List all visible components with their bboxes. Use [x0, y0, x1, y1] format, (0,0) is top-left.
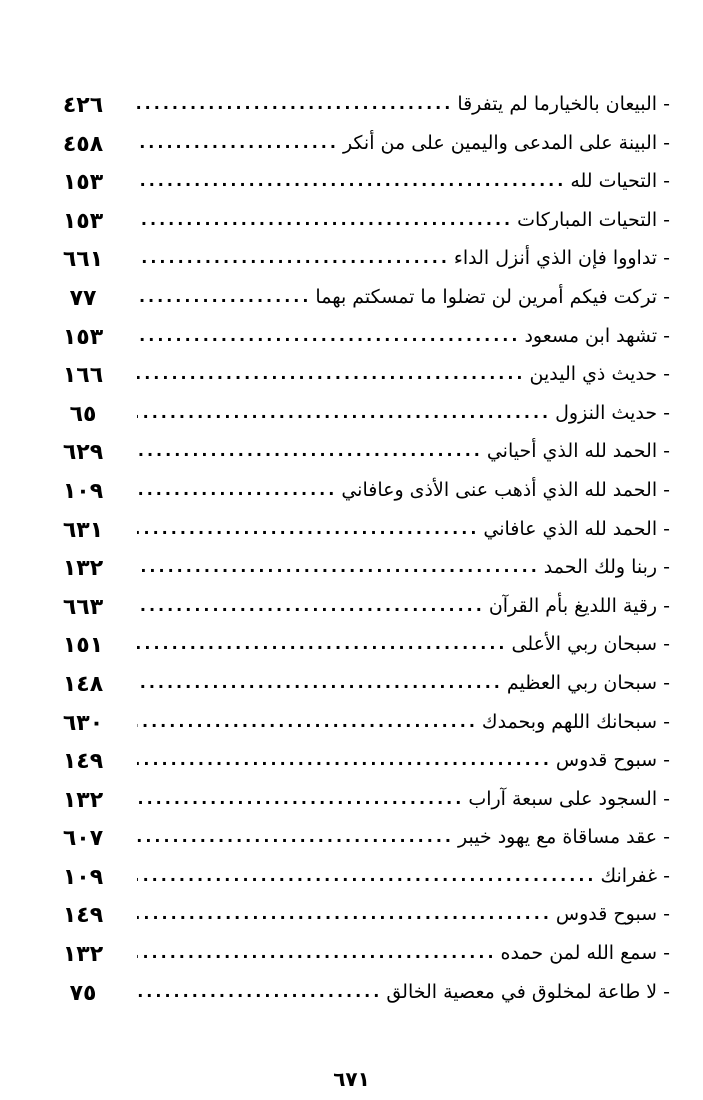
dot-leader	[137, 784, 468, 814]
dot-leader	[137, 707, 482, 737]
index-row	[0, 239, 703, 278]
index-entry	[137, 591, 670, 621]
index-entry	[137, 475, 670, 505]
index-entry	[137, 977, 670, 1007]
index-entry-text: - سبحان ربي العظيم	[506, 671, 670, 694]
dot-leader	[137, 321, 524, 351]
index-entry	[137, 128, 670, 158]
index-entry-text: - السجود على سبعة آراب	[468, 787, 670, 810]
index-entry-text: - حديث ذي اليدين	[529, 363, 670, 386]
index-entry	[137, 89, 670, 119]
index-entry-text: - سبوح قدوس	[555, 903, 670, 926]
index-entry	[137, 938, 670, 968]
page-number-footer: ٦٧١	[333, 1067, 370, 1091]
dot-leader	[137, 243, 454, 273]
index-entry-text: - الحمد لله الذي عافاني	[483, 517, 670, 540]
index-row	[0, 278, 703, 317]
index-entry	[137, 514, 670, 544]
dot-leader	[137, 938, 501, 968]
index-entry	[137, 282, 670, 312]
index-page-number: ٦٥	[69, 401, 97, 427]
index-entry	[137, 784, 670, 814]
index-entry	[137, 166, 670, 196]
index-entry-text: - سبوح قدوس	[555, 749, 670, 772]
index-entry	[137, 745, 670, 775]
index-page-number: ٦٣٠	[62, 710, 104, 736]
index-entry-text: - سبحانك اللهم وبحمدك	[481, 710, 670, 733]
index-row	[0, 973, 703, 1012]
dot-leader	[137, 128, 343, 158]
index-page-number: ١٦٦	[62, 363, 104, 389]
index-entry-text: - البينة على المدعى واليمين على من أنكر	[342, 131, 670, 154]
index-entry	[137, 668, 670, 698]
index-row	[0, 471, 703, 510]
index-page-number: ١٠٩	[62, 864, 104, 890]
index-entry	[137, 359, 670, 389]
index-page-number: ١٣٢	[62, 556, 104, 582]
index-entry-text: - التحيات لله	[570, 170, 670, 193]
index-page-number: ٧٥	[69, 980, 97, 1006]
index-row	[0, 548, 703, 587]
index-entry-text: - الحمد لله الذي أذهب عنى الأذى وعافاني	[341, 478, 670, 501]
index-row	[0, 587, 703, 626]
index-row	[0, 317, 703, 356]
dot-leader	[137, 745, 556, 775]
dot-leader	[137, 89, 457, 119]
index-entry-text: - حديث النزول	[555, 401, 670, 424]
index-entry	[137, 398, 670, 428]
dot-leader	[137, 629, 511, 659]
index-entry-text: - سبحان ربي الأعلى	[511, 633, 670, 656]
index-entry-text: - البيعان بالخيارما لم يتفرقا	[457, 93, 670, 115]
index-entry	[137, 552, 670, 582]
index-row	[0, 355, 703, 394]
index-entry-text: - التحيات المباركات	[517, 208, 670, 231]
index-page-number: ١٣٢	[62, 787, 104, 813]
index-row	[0, 703, 703, 742]
index-entry	[137, 205, 670, 235]
index-entry	[137, 436, 670, 466]
index-entry-text: - تركت فيكم أمرين لن تضلوا ما تمسكتم بهما	[315, 285, 670, 308]
dot-leader	[137, 514, 483, 544]
index-row	[0, 741, 703, 780]
index-row	[0, 510, 703, 549]
index-entry-text: - سمع الله لمن حمده	[500, 942, 670, 965]
index-entry-text: - الحمد لله الذي أحياني	[486, 440, 670, 463]
index-row	[0, 934, 703, 973]
index-page-number: ١٤٩	[62, 749, 104, 775]
index-entry-text: - تداووا فإن الذي أنزل الداء	[453, 247, 670, 270]
index-entry	[137, 243, 670, 273]
index-row	[0, 625, 703, 664]
index-page-number: ٦٦٣	[62, 594, 104, 620]
index-row	[0, 394, 703, 433]
index-entry	[137, 321, 670, 351]
index-page-number: ٦٠٧	[62, 826, 104, 852]
index-entry	[137, 707, 670, 737]
dot-leader	[137, 359, 530, 389]
index-page-number: ١٤٩	[62, 903, 104, 929]
dot-leader	[137, 398, 555, 428]
index-row	[0, 818, 703, 857]
index-row	[0, 162, 703, 201]
index-page-number: ٦٦١	[62, 247, 104, 273]
index-entry-text: - لا طاعة لمخلوق في معصية الخالق	[386, 980, 670, 1003]
index-entry-text: - تشهد ابن مسعود	[524, 324, 670, 347]
index-page-number: ١٥٣	[62, 324, 104, 350]
index-page-number: ١٥١	[62, 633, 104, 659]
index-page-number: ٤٢٦	[62, 93, 104, 118]
index-row	[0, 201, 703, 240]
index-page-number: ١٤٨	[62, 671, 104, 697]
index-entry-text: - رقية اللديغ بأم القرآن	[488, 594, 670, 617]
dot-leader	[137, 822, 458, 852]
index-row	[0, 124, 703, 163]
index-page-number: ١٥٣	[62, 170, 104, 196]
index-page-number: ١٠٩	[62, 478, 104, 504]
index-page-number: ١٣٢	[62, 942, 104, 968]
dot-leader	[137, 552, 544, 582]
index-page-number: ٤٥٨	[62, 131, 104, 157]
dot-leader	[137, 899, 556, 929]
index-entry	[137, 899, 670, 929]
index-row	[0, 895, 703, 934]
index-row	[0, 664, 703, 703]
index-row	[0, 85, 703, 124]
dot-leader	[137, 591, 489, 621]
index-row	[0, 857, 703, 896]
index-page-number: ٦٢٩	[62, 440, 104, 466]
dot-leader	[137, 861, 600, 891]
index-entry	[137, 822, 670, 852]
index-entry-text: - عقد مساقاة مع يهود خيبر	[457, 826, 670, 849]
dot-leader	[137, 977, 386, 1007]
index-row	[0, 780, 703, 819]
hadith-index-list	[0, 85, 703, 1011]
dot-leader	[137, 475, 341, 505]
index-entry-text: - ربنا ولك الحمد	[543, 556, 670, 579]
dot-leader	[137, 166, 570, 196]
index-page-number: ٦٣١	[62, 517, 104, 543]
dot-leader	[137, 205, 517, 235]
index-page-number: ٧٧	[69, 285, 97, 311]
index-entry	[137, 861, 670, 891]
dot-leader	[137, 436, 487, 466]
index-row	[0, 432, 703, 471]
index-page-number: ١٥٣	[62, 208, 104, 234]
index-entry-text: - غفرانك	[600, 864, 670, 887]
dot-leader	[137, 282, 315, 312]
dot-leader	[137, 668, 507, 698]
index-entry	[137, 629, 670, 659]
